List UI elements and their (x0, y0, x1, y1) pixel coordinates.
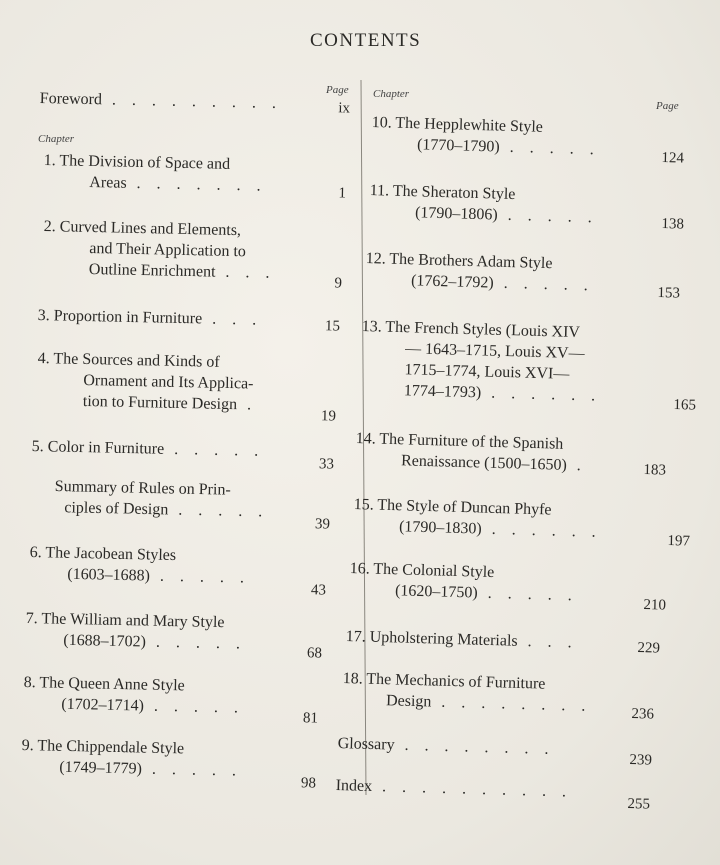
entry-line: 4. The Sources and Kinds of (37, 349, 220, 371)
toc-entry (360, 316, 604, 407)
page-number: 138 (661, 216, 685, 233)
page-number: 255 (627, 796, 651, 813)
toc-entry (345, 626, 577, 653)
entry-line: 1. The Division of Space and (43, 151, 231, 173)
entry-line: (1770–1790) . . . . . (416, 136, 600, 159)
entry-line: 10. The Hepplewhite Style (371, 113, 544, 136)
entry-line: (1749–1779) . . . . . (59, 758, 243, 780)
entry-line: Ornament and Its Applica- (83, 371, 254, 393)
page-number: 98 (300, 775, 317, 792)
entry-line: (1762–1792) . . . . . (410, 272, 594, 295)
entry-line: tion to Furniture Design . (82, 392, 258, 414)
entry-line: 12. The Brothers Adam Style (365, 249, 553, 273)
entry-line: (1603–1688) . . . . . (67, 565, 251, 587)
entry-line: (1790–1806) . . . . . (414, 204, 598, 227)
toc-entry (29, 542, 250, 589)
entry-line: 14. The Furniture of the Spanish (355, 429, 564, 453)
page-number: 19 (320, 408, 337, 425)
toc-entry (25, 608, 246, 655)
entry-line: Design . . . . . . . . (385, 692, 592, 715)
toc-entry (365, 248, 595, 296)
entry-line: (1620–1750) . . . . . (394, 582, 578, 605)
page-number: 236 (631, 706, 655, 723)
entry-line: Summary of Rules on Prin- (54, 477, 231, 499)
entry-line: — 1643–1715, Louis XV— (404, 340, 585, 363)
toc-entry (335, 775, 572, 803)
page-number: ix (338, 100, 351, 117)
entry-line: and Their Application to (89, 239, 247, 261)
toc-entry (37, 348, 258, 416)
entry-line: 1715–1774, Louis XVI— (404, 361, 570, 383)
page-number: 197 (667, 533, 691, 550)
page-number: 9 (334, 275, 343, 292)
page-number: 153 (657, 285, 681, 302)
chapter-label: Chapter (373, 88, 410, 100)
toc-entry (369, 180, 599, 228)
entry-line: Outline Enrichment . . . (88, 260, 276, 282)
entry-line: Index . . . . . . . . . . (335, 776, 573, 801)
page-number: 124 (661, 150, 685, 167)
toc-entry (38, 305, 263, 331)
toc-entry (371, 112, 601, 160)
entry-line: 13. The French Styles (Louis XIV (361, 317, 581, 342)
toc-entry (337, 733, 554, 760)
entry-line: 5. Color in Furniture . . . . . (31, 437, 265, 460)
toc-entry (355, 428, 588, 476)
page-number: 229 (637, 640, 661, 657)
entry-line: 18. The Mechanics of Furniture (342, 669, 546, 693)
entry-line: 7. The William and Mary Style (25, 609, 225, 632)
chapter-label: Chapter (38, 133, 75, 145)
page-title: CONTENTS (310, 30, 422, 51)
entry-line: ciples of Design . . . . . (64, 499, 269, 521)
entry-line: Areas . . . . . . . (89, 173, 267, 195)
entry-line: 16. The Colonial Style (349, 559, 495, 582)
entry-title: Foreword (39, 89, 103, 109)
page-number: 33 (318, 456, 335, 473)
toc-entry (32, 436, 265, 462)
entry-line: 3. Proportion in Furniture . . . (37, 306, 263, 329)
toc-entry (349, 558, 579, 606)
page-label: Page (656, 100, 679, 112)
entry-line: 9. The Chippendale Style (21, 736, 185, 758)
page-number: 165 (673, 397, 697, 414)
entry-line: 17. Upholstering Materials . . . (345, 627, 578, 652)
entry-line: Glossary . . . . . . . . (337, 734, 555, 759)
page-number: 43 (310, 582, 327, 599)
page-number: 1 (338, 185, 347, 202)
entry-line: (1790–1830) . . . . . . (398, 518, 602, 541)
toc-entry (43, 216, 277, 284)
page-number: 68 (306, 645, 323, 662)
leader-dots: . . . . . . . . . (101, 91, 283, 113)
entry-line: 8. The Queen Anne Style (23, 673, 185, 695)
page-label: Page (326, 84, 349, 96)
toc-entry-foreword (40, 88, 283, 114)
entry-line: 6. The Jacobean Styles (29, 543, 177, 565)
page-number: 183 (643, 462, 667, 479)
toc-entry (342, 668, 592, 717)
toc-entry (43, 150, 267, 197)
page-number: 39 (314, 516, 331, 533)
page-number: 239 (629, 752, 653, 769)
page-number: 81 (302, 710, 319, 727)
entry-line: 11. The Sheraton Style (369, 181, 516, 204)
toc-entry (353, 494, 603, 543)
entry-line: (1688–1702) . . . . . (63, 631, 247, 653)
toc-entry (21, 735, 242, 782)
page-number: 15 (324, 318, 341, 335)
entry-line: 2. Curved Lines and Elements, (43, 217, 242, 240)
toc-entry (23, 672, 244, 719)
toc-entry (54, 476, 269, 522)
entry-line: (1702–1714) . . . . . (61, 695, 245, 717)
page-number: 210 (643, 597, 667, 614)
entry-line: 15. The Style of Duncan Phyfe (353, 495, 552, 519)
entry-line: 1774–1793) . . . . . . (403, 382, 602, 405)
entry-line: Renaissance (1500–1650) . (400, 452, 588, 475)
